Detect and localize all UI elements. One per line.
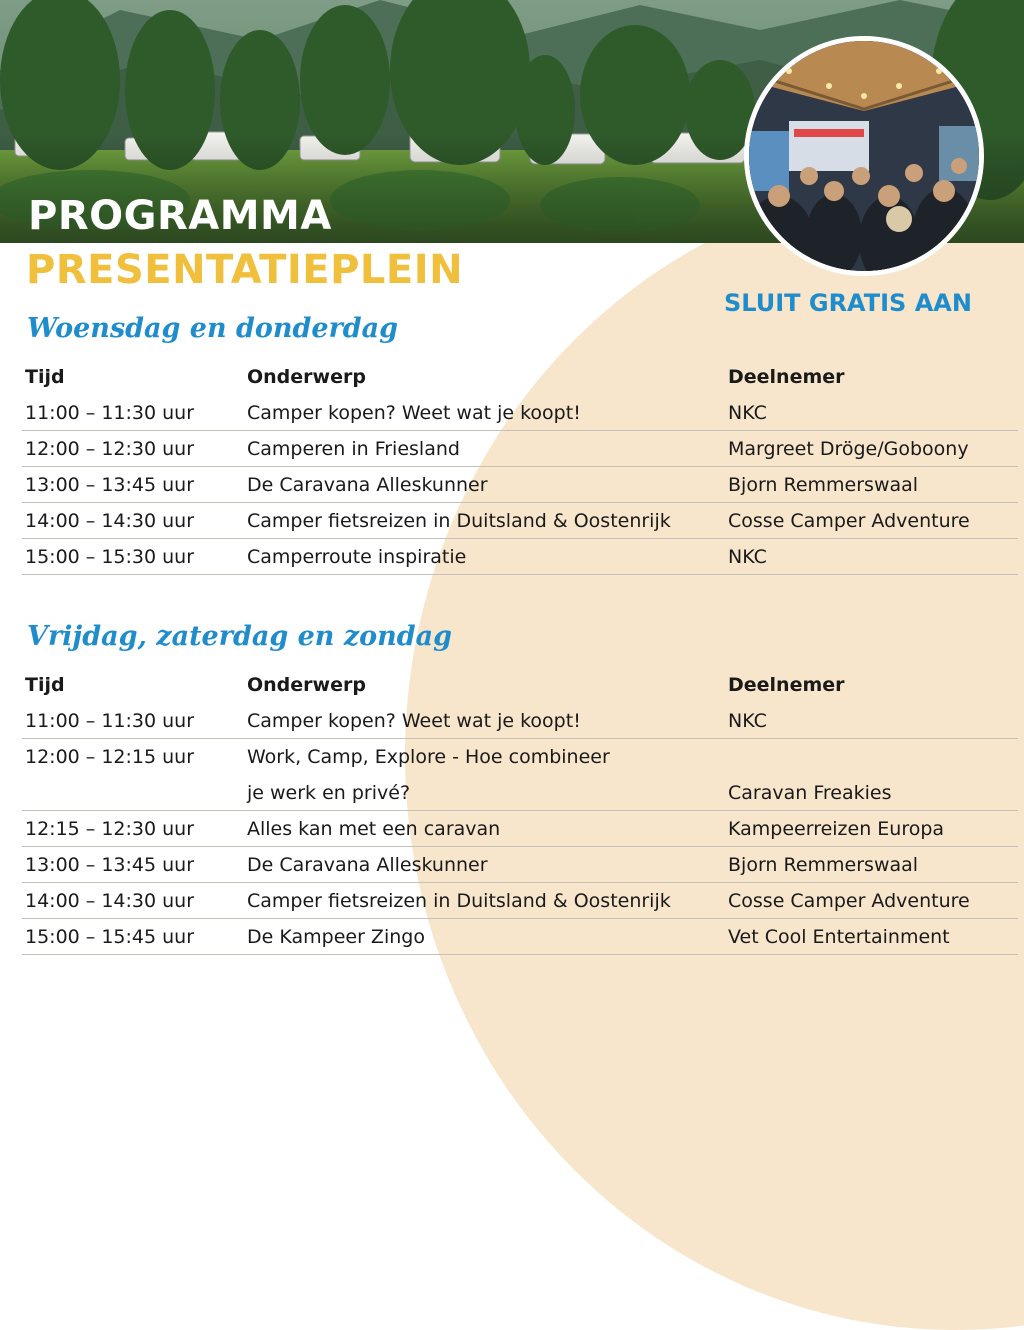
- column-header-deelnemer: Deelnemer: [728, 366, 845, 388]
- table-row: [22, 703, 1018, 739]
- topic-cell: De Caravana Alleskunner: [247, 854, 488, 876]
- topic-cell: De Caravana Alleskunner: [247, 474, 488, 496]
- participant-cell: NKC: [728, 402, 767, 424]
- table-row: [22, 847, 1018, 883]
- topic-cell: De Kampeer Zingo: [247, 926, 425, 948]
- participant-cell: Kampeerreizen Europa: [728, 818, 945, 840]
- table-row: [22, 395, 1018, 431]
- topic-cell: Camperen in Friesland: [247, 438, 460, 460]
- schedule-table-woensdag-donderdag: [22, 359, 1018, 575]
- table-header-row: [22, 667, 1018, 703]
- section-title-vrijdag-zaterdag-zondag: Vrijdag, zaterdag en zondag: [27, 621, 453, 652]
- time-cell: 15:00 – 15:45 uur: [25, 926, 195, 948]
- topic-cell: [247, 739, 610, 811]
- table-row: [22, 883, 1018, 919]
- topic-cell: Camper fietsreizen in Duitsland & Oostenrijk: [247, 890, 671, 912]
- topic-cell: Alles kan met een caravan: [247, 818, 501, 840]
- presentation-audience-photo: [744, 36, 984, 276]
- time-cell: 14:00 – 14:30 uur: [25, 890, 195, 912]
- title-programma: PROGRAMMA: [28, 193, 332, 239]
- section-title-woensdag-donderdag: Woensdag en donderdag: [27, 313, 399, 344]
- participant-cell: Vet Cool Entertainment: [728, 926, 950, 948]
- topic-line-1: Work, Camp, Explore - Hoe combineer: [247, 746, 610, 768]
- table-header-row: [22, 359, 1018, 395]
- topic-cell: Camper fietsreizen in Duitsland & Oostenrijk: [247, 510, 671, 532]
- column-header-tijd: Tijd: [25, 366, 65, 388]
- table-row: [22, 539, 1018, 575]
- participant-cell: Cosse Camper Adventure: [728, 510, 970, 532]
- time-cell: 15:00 – 15:30 uur: [25, 546, 195, 568]
- column-header-onderwerp: Onderwerp: [247, 366, 366, 388]
- time-cell: 13:00 – 13:45 uur: [25, 854, 195, 876]
- participant-cell: NKC: [728, 546, 767, 568]
- time-cell: 12:15 – 12:30 uur: [25, 818, 195, 840]
- table-row: [22, 811, 1018, 847]
- topic-cell: Camperroute inspiratie: [247, 546, 467, 568]
- cta-sluit-gratis-aan: SLUIT GRATIS AAN: [724, 289, 972, 317]
- participant-cell: Cosse Camper Adventure: [728, 890, 970, 912]
- time-cell: 11:00 – 11:30 uur: [25, 710, 195, 732]
- table-row: [22, 467, 1018, 503]
- column-header-deelnemer: Deelnemer: [728, 674, 845, 696]
- participant-cell: NKC: [728, 710, 767, 732]
- participant-cell: Caravan Freakies: [728, 782, 892, 804]
- table-row: [22, 739, 1018, 811]
- time-cell: 12:00 – 12:30 uur: [25, 438, 195, 460]
- table-row: [22, 919, 1018, 955]
- time-cell: 12:00 – 12:15 uur: [25, 746, 195, 768]
- topic-cell: Camper kopen? Weet wat je koopt!: [247, 402, 581, 424]
- column-header-onderwerp: Onderwerp: [247, 674, 366, 696]
- participant-cell: Bjorn Remmerswaal: [728, 854, 919, 876]
- time-cell: 14:00 – 14:30 uur: [25, 510, 195, 532]
- participant-cell: Bjorn Remmerswaal: [728, 474, 919, 496]
- topic-cell: Camper kopen? Weet wat je koopt!: [247, 710, 581, 732]
- table-row: [22, 431, 1018, 467]
- time-cell: 11:00 – 11:30 uur: [25, 402, 195, 424]
- time-cell: 13:00 – 13:45 uur: [25, 474, 195, 496]
- topic-line-2: je werk en privé?: [247, 782, 411, 804]
- schedule-table-vrijdag-zaterdag-zondag: [22, 667, 1018, 955]
- participant-cell: Margreet Dröge/Goboony: [728, 438, 969, 460]
- title-presentatieplein: PRESENTATIEPLEIN: [26, 247, 464, 293]
- table-row: [22, 503, 1018, 539]
- column-header-tijd: Tijd: [25, 674, 65, 696]
